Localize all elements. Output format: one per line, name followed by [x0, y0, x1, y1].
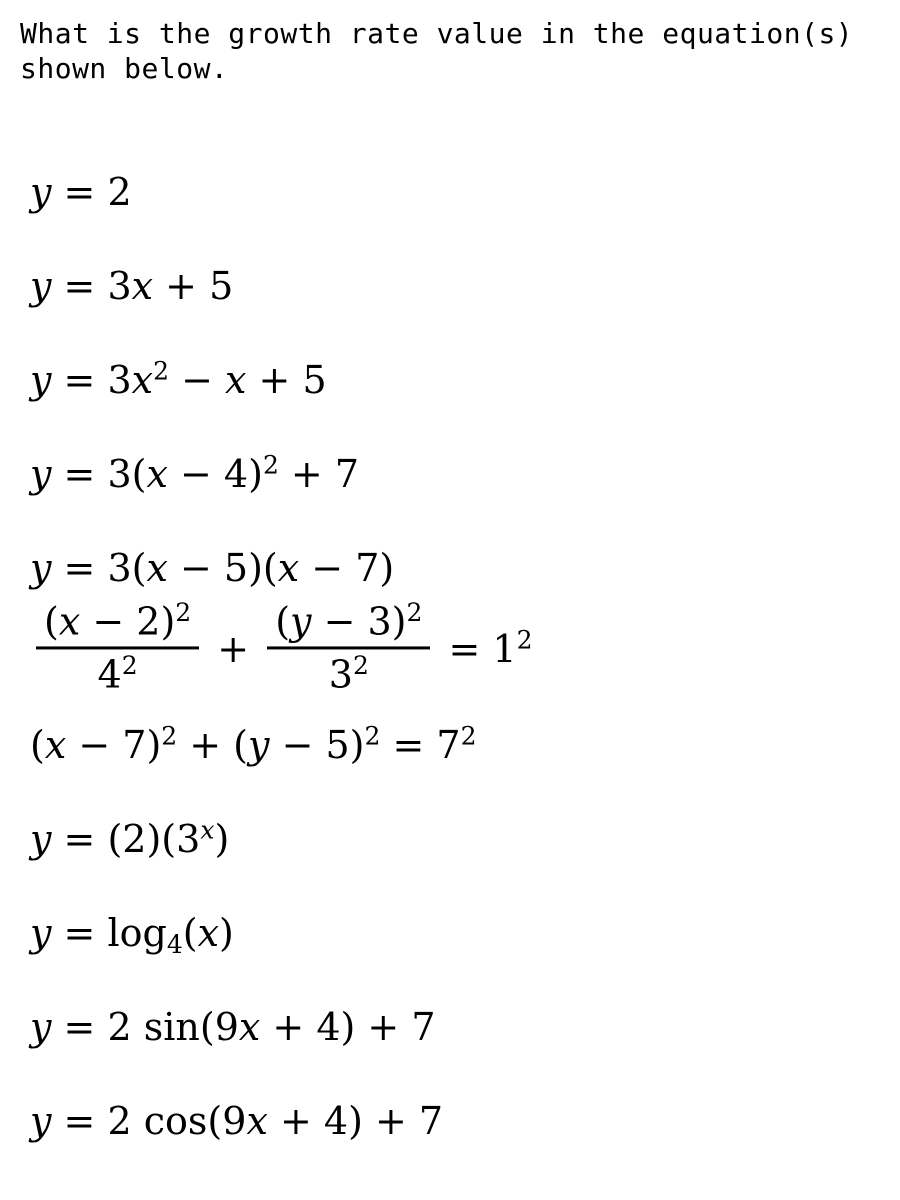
math-token: −: [311, 599, 368, 644]
equation-8: [30, 815, 900, 863]
math-token: +: [260, 1005, 317, 1049]
math-token: x: [146, 452, 168, 496]
math-token: 2: [460, 721, 477, 751]
math-token: 9: [214, 1005, 239, 1049]
math-token: y: [30, 817, 52, 861]
math-token: )(: [146, 817, 177, 861]
math-token: ) +: [348, 1099, 419, 1143]
math-token: 5: [209, 264, 234, 308]
math-token: (: [131, 546, 147, 590]
question-text: [0, 0, 900, 86]
math-token: 2: [516, 625, 533, 655]
math-token: 2: [107, 170, 132, 214]
math-token: 2: [262, 450, 279, 480]
equation-1: [30, 168, 900, 216]
math-token: 5: [325, 723, 350, 767]
math-token: )(: [248, 546, 278, 590]
math-token: 2: [107, 1005, 132, 1049]
math-token: x: [277, 546, 300, 590]
equation-3: [30, 356, 900, 404]
math-token: x: [146, 546, 168, 590]
math-token: 2: [136, 599, 161, 644]
math-token: = (: [51, 817, 123, 861]
math-token: 5: [302, 358, 327, 402]
equation-11: [30, 1097, 900, 1145]
math-token: −: [66, 723, 123, 767]
math-token: −: [169, 358, 225, 402]
math-token: x: [246, 1099, 268, 1143]
math-token: cos: [143, 1099, 208, 1143]
math-token: log: [107, 911, 167, 955]
question-line-1: What is the growth rate value in the equation(s): [20, 17, 854, 50]
math-token: x: [58, 599, 81, 644]
question-line-2: shown below.: [20, 52, 229, 85]
math-token: 2: [153, 356, 169, 386]
fraction: [36, 599, 199, 696]
math-token: y: [290, 599, 312, 644]
math-token: ): [219, 911, 234, 955]
math-token: 2: [122, 817, 147, 861]
math-token: (: [182, 911, 198, 955]
math-token: y: [30, 1099, 52, 1143]
equation-5: [30, 544, 900, 592]
math-token: (: [199, 1005, 215, 1049]
math-token: 4: [316, 1005, 341, 1049]
math-token: 3: [107, 358, 132, 402]
math-token: 4: [166, 930, 183, 959]
equation-2: [30, 262, 900, 310]
math-token: ): [146, 723, 162, 767]
equation-10: [30, 1003, 900, 1051]
math-token: y: [30, 452, 52, 496]
math-token: 2: [121, 650, 138, 680]
fraction: [267, 599, 430, 696]
math-token: ): [391, 599, 407, 644]
math-token: (: [275, 599, 291, 644]
math-token: 2: [352, 650, 369, 680]
math-token: (: [207, 1099, 223, 1143]
math-token: 4: [223, 452, 249, 496]
math-token: x: [131, 264, 154, 308]
fraction-numerator: [36, 599, 199, 649]
math-token: 3: [107, 452, 132, 496]
equation-9: [30, 909, 900, 957]
math-token: 1: [492, 627, 517, 671]
math-token: [132, 1099, 144, 1143]
math-token: + (: [177, 723, 249, 767]
math-token: 3: [176, 817, 201, 861]
math-token: (: [131, 452, 147, 496]
math-token: y: [30, 358, 52, 402]
math-token: 2: [406, 597, 423, 627]
math-token: 2: [107, 1099, 132, 1143]
math-token: y: [30, 546, 52, 590]
equation-7: [30, 721, 900, 769]
equation-6: [30, 597, 900, 701]
math-token: ): [379, 546, 395, 590]
equation-4: [30, 450, 900, 498]
math-token: =: [51, 264, 108, 308]
math-token: =: [51, 546, 108, 590]
math-token: ): [214, 817, 230, 861]
math-token: 3: [107, 546, 132, 590]
math-token: 3: [328, 652, 353, 697]
math-token: x: [200, 815, 215, 845]
math-token: 4: [323, 1099, 349, 1143]
math-token: =: [51, 1005, 108, 1049]
equation-list: [0, 168, 900, 1145]
math-token: +: [246, 358, 303, 402]
math-token: y: [30, 264, 52, 308]
math-token: 4: [97, 652, 122, 697]
math-token: sin: [143, 1005, 200, 1049]
math-token: 2: [364, 721, 381, 751]
math-token: =: [51, 1099, 108, 1143]
math-token: =: [51, 170, 108, 214]
math-token: =: [380, 723, 437, 767]
math-token: ): [349, 723, 365, 767]
math-token: x: [225, 358, 247, 402]
math-token: ) +: [340, 1005, 412, 1049]
math-token: y: [30, 170, 52, 214]
math-token: x: [131, 358, 154, 402]
math-token: −: [269, 723, 326, 767]
math-token: x: [238, 1005, 261, 1049]
math-token: 7: [418, 1099, 444, 1143]
math-token: (: [44, 599, 59, 644]
fraction-denominator: [36, 649, 199, 696]
math-token: 5: [223, 546, 249, 590]
math-token: 7: [411, 1005, 436, 1049]
math-token: 7: [334, 452, 360, 496]
fraction-numerator: [267, 599, 430, 649]
math-token: −: [167, 452, 224, 496]
math-token: [132, 1005, 144, 1049]
math-token: 3: [367, 599, 392, 644]
math-token: y: [30, 911, 52, 955]
math-token: −: [299, 546, 356, 590]
math-token: +: [205, 627, 262, 671]
math-token: 3: [107, 264, 132, 308]
math-token: x: [197, 911, 219, 955]
math-token: =: [51, 358, 108, 402]
math-token: 2: [175, 597, 192, 627]
math-token: =: [51, 452, 108, 496]
math-token: x: [44, 723, 67, 767]
math-token: =: [436, 627, 493, 671]
math-token: (: [30, 723, 45, 767]
math-token: ): [160, 599, 176, 644]
math-token: +: [267, 1099, 324, 1143]
math-token: 7: [436, 723, 461, 767]
fraction-denominator: [267, 649, 430, 696]
math-token: 7: [355, 546, 380, 590]
math-token: ): [248, 452, 263, 496]
math-token: y: [30, 1005, 52, 1049]
math-token: 2: [161, 721, 178, 751]
math-token: −: [80, 599, 137, 644]
math-token: +: [278, 452, 335, 496]
math-token: =: [51, 911, 108, 955]
math-token: 9: [222, 1099, 247, 1143]
math-token: +: [153, 264, 210, 308]
math-token: −: [167, 546, 224, 590]
math-token: y: [248, 723, 270, 767]
math-token: 7: [122, 723, 147, 767]
